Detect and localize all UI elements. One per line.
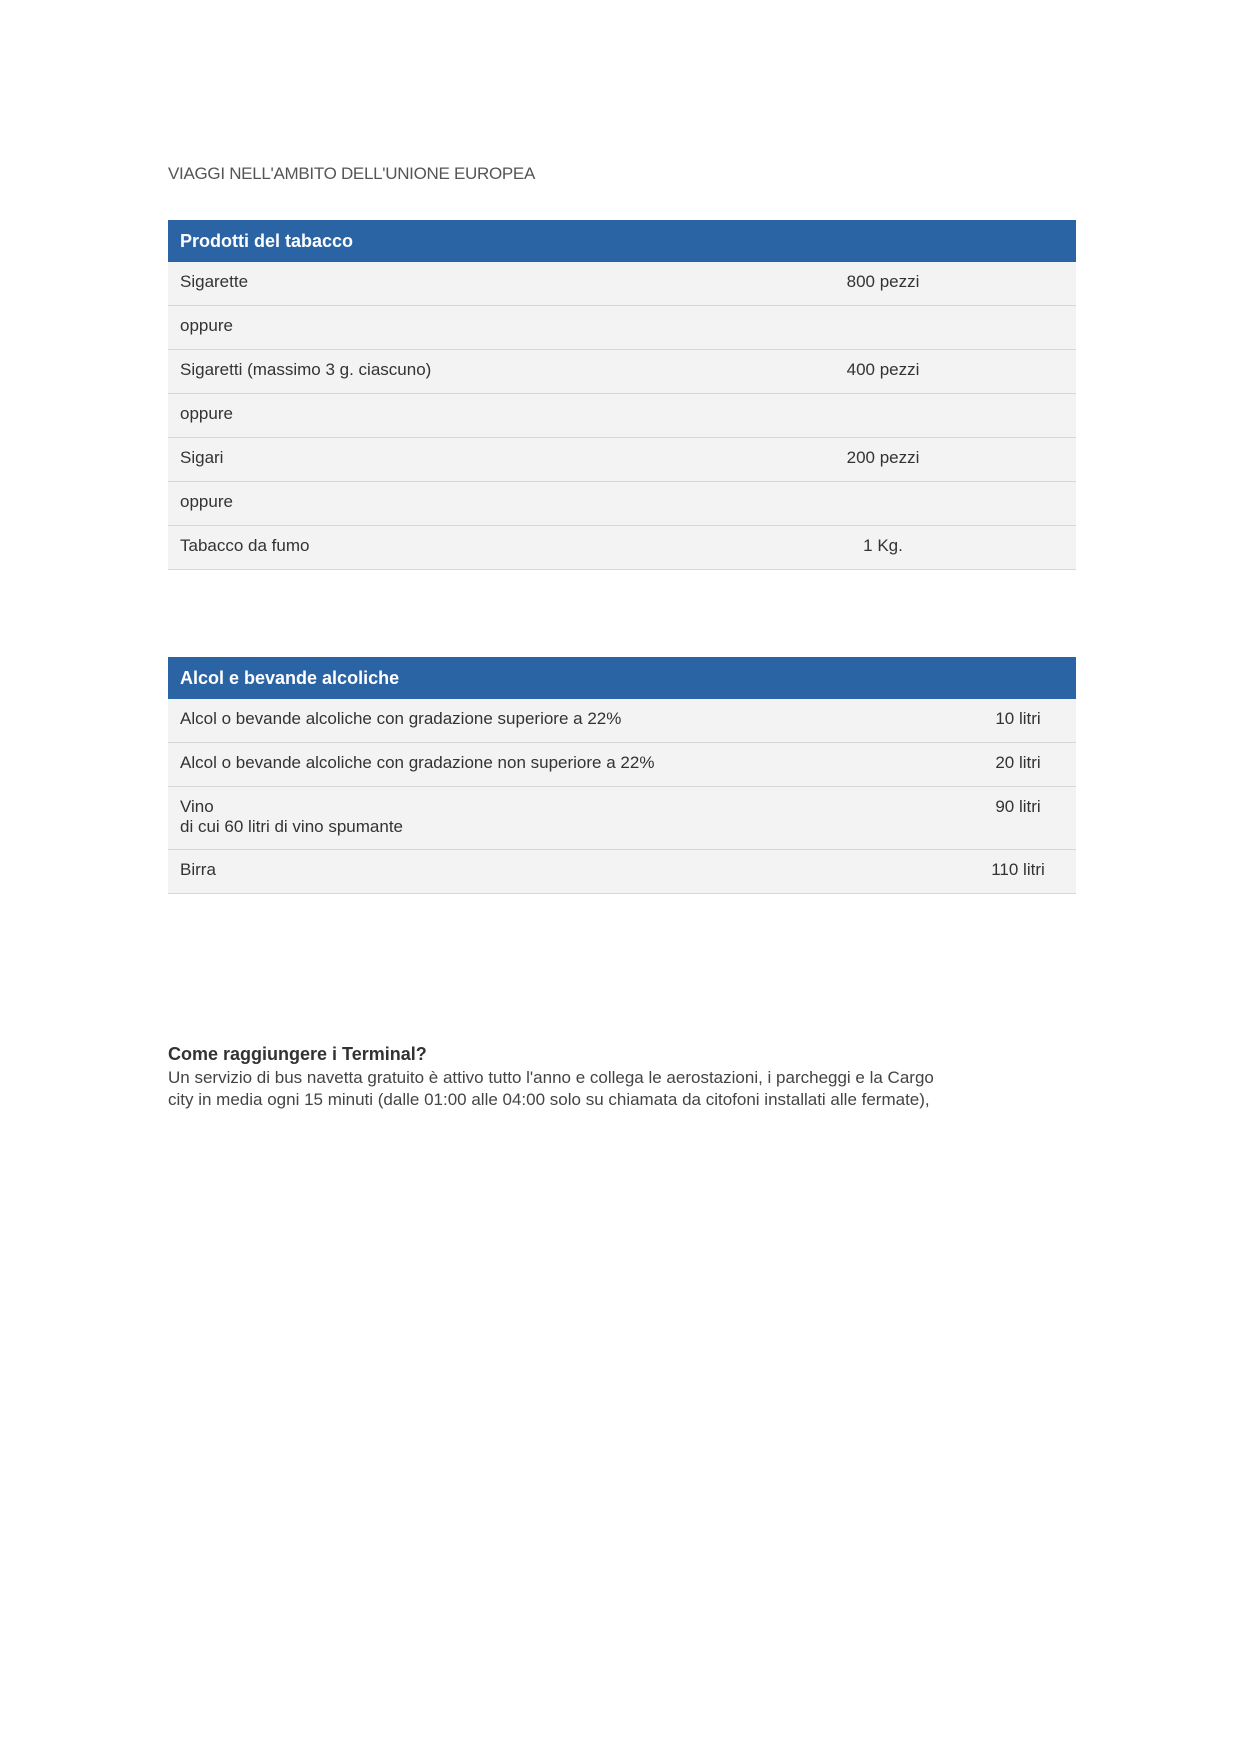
- row-label: oppure: [180, 404, 233, 423]
- table-row: [168, 306, 1076, 350]
- row-label: Birra: [180, 860, 216, 879]
- row-label: Alcol o bevande alcoliche con gradazione superiore a 22%: [180, 709, 622, 728]
- table-row: [168, 850, 1076, 894]
- page-title: VIAGGI NELL'AMBITO DELL'UNIONE EUROPEA: [168, 164, 535, 183]
- table-row: [168, 699, 1076, 743]
- terminal-section: [168, 1044, 1088, 1111]
- row-value: 400 pezzi: [846, 360, 920, 379]
- table-row: [168, 787, 1076, 850]
- row-label: Tabacco da fumo: [180, 536, 310, 555]
- table-row: [168, 482, 1076, 526]
- row-value: 10 litri: [995, 709, 1041, 728]
- row-label: Sigari: [180, 448, 224, 467]
- row-label: Alcol o bevande alcoliche con gradazione non superiore a 22%: [180, 753, 655, 772]
- table-row: [168, 394, 1076, 438]
- row-label: oppure: [180, 492, 233, 511]
- table-row: [168, 526, 1076, 570]
- row-value: 1 Kg.: [863, 536, 903, 555]
- row-value: 20 litri: [995, 753, 1041, 772]
- row-value: 110 litri: [991, 860, 1045, 879]
- tobacco-table: [168, 220, 1076, 570]
- row-label: [180, 797, 403, 837]
- table-row: [168, 350, 1076, 394]
- section-body: [168, 1067, 1088, 1111]
- table-row: [168, 743, 1076, 787]
- alcohol-table: [168, 657, 1076, 894]
- section-body-line: city in media ogni 15 minuti (dalle 01:00 alle 04:00 solo su chiamata da citofoni installati alle fermate),: [168, 1090, 930, 1109]
- alcohol-table-header: Alcol e bevande alcoliche: [168, 657, 1076, 699]
- section-heading: Come raggiungere i Terminal?: [168, 1044, 427, 1064]
- section-body-line: Un servizio di bus navetta gratuito è attivo tutto l'anno e collega le aerostazioni, i parcheggi e la Cargo: [168, 1068, 934, 1087]
- row-label: Sigaretti (massimo 3 g. ciascuno): [180, 360, 432, 379]
- table-row: [168, 262, 1076, 306]
- tobacco-table-header: Prodotti del tabacco: [168, 220, 1076, 262]
- table-row: [168, 438, 1076, 482]
- row-label-sub: di cui 60 litri di vino spumante: [180, 817, 404, 836]
- row-value: 800 pezzi: [846, 272, 920, 291]
- row-label: Sigarette: [180, 272, 249, 291]
- row-value: 90 litri: [995, 797, 1041, 816]
- row-label-main: Vino: [180, 797, 214, 816]
- row-label: oppure: [180, 316, 233, 335]
- truncated-text-line: [168, 1157, 788, 1163]
- row-value: 200 pezzi: [846, 448, 920, 467]
